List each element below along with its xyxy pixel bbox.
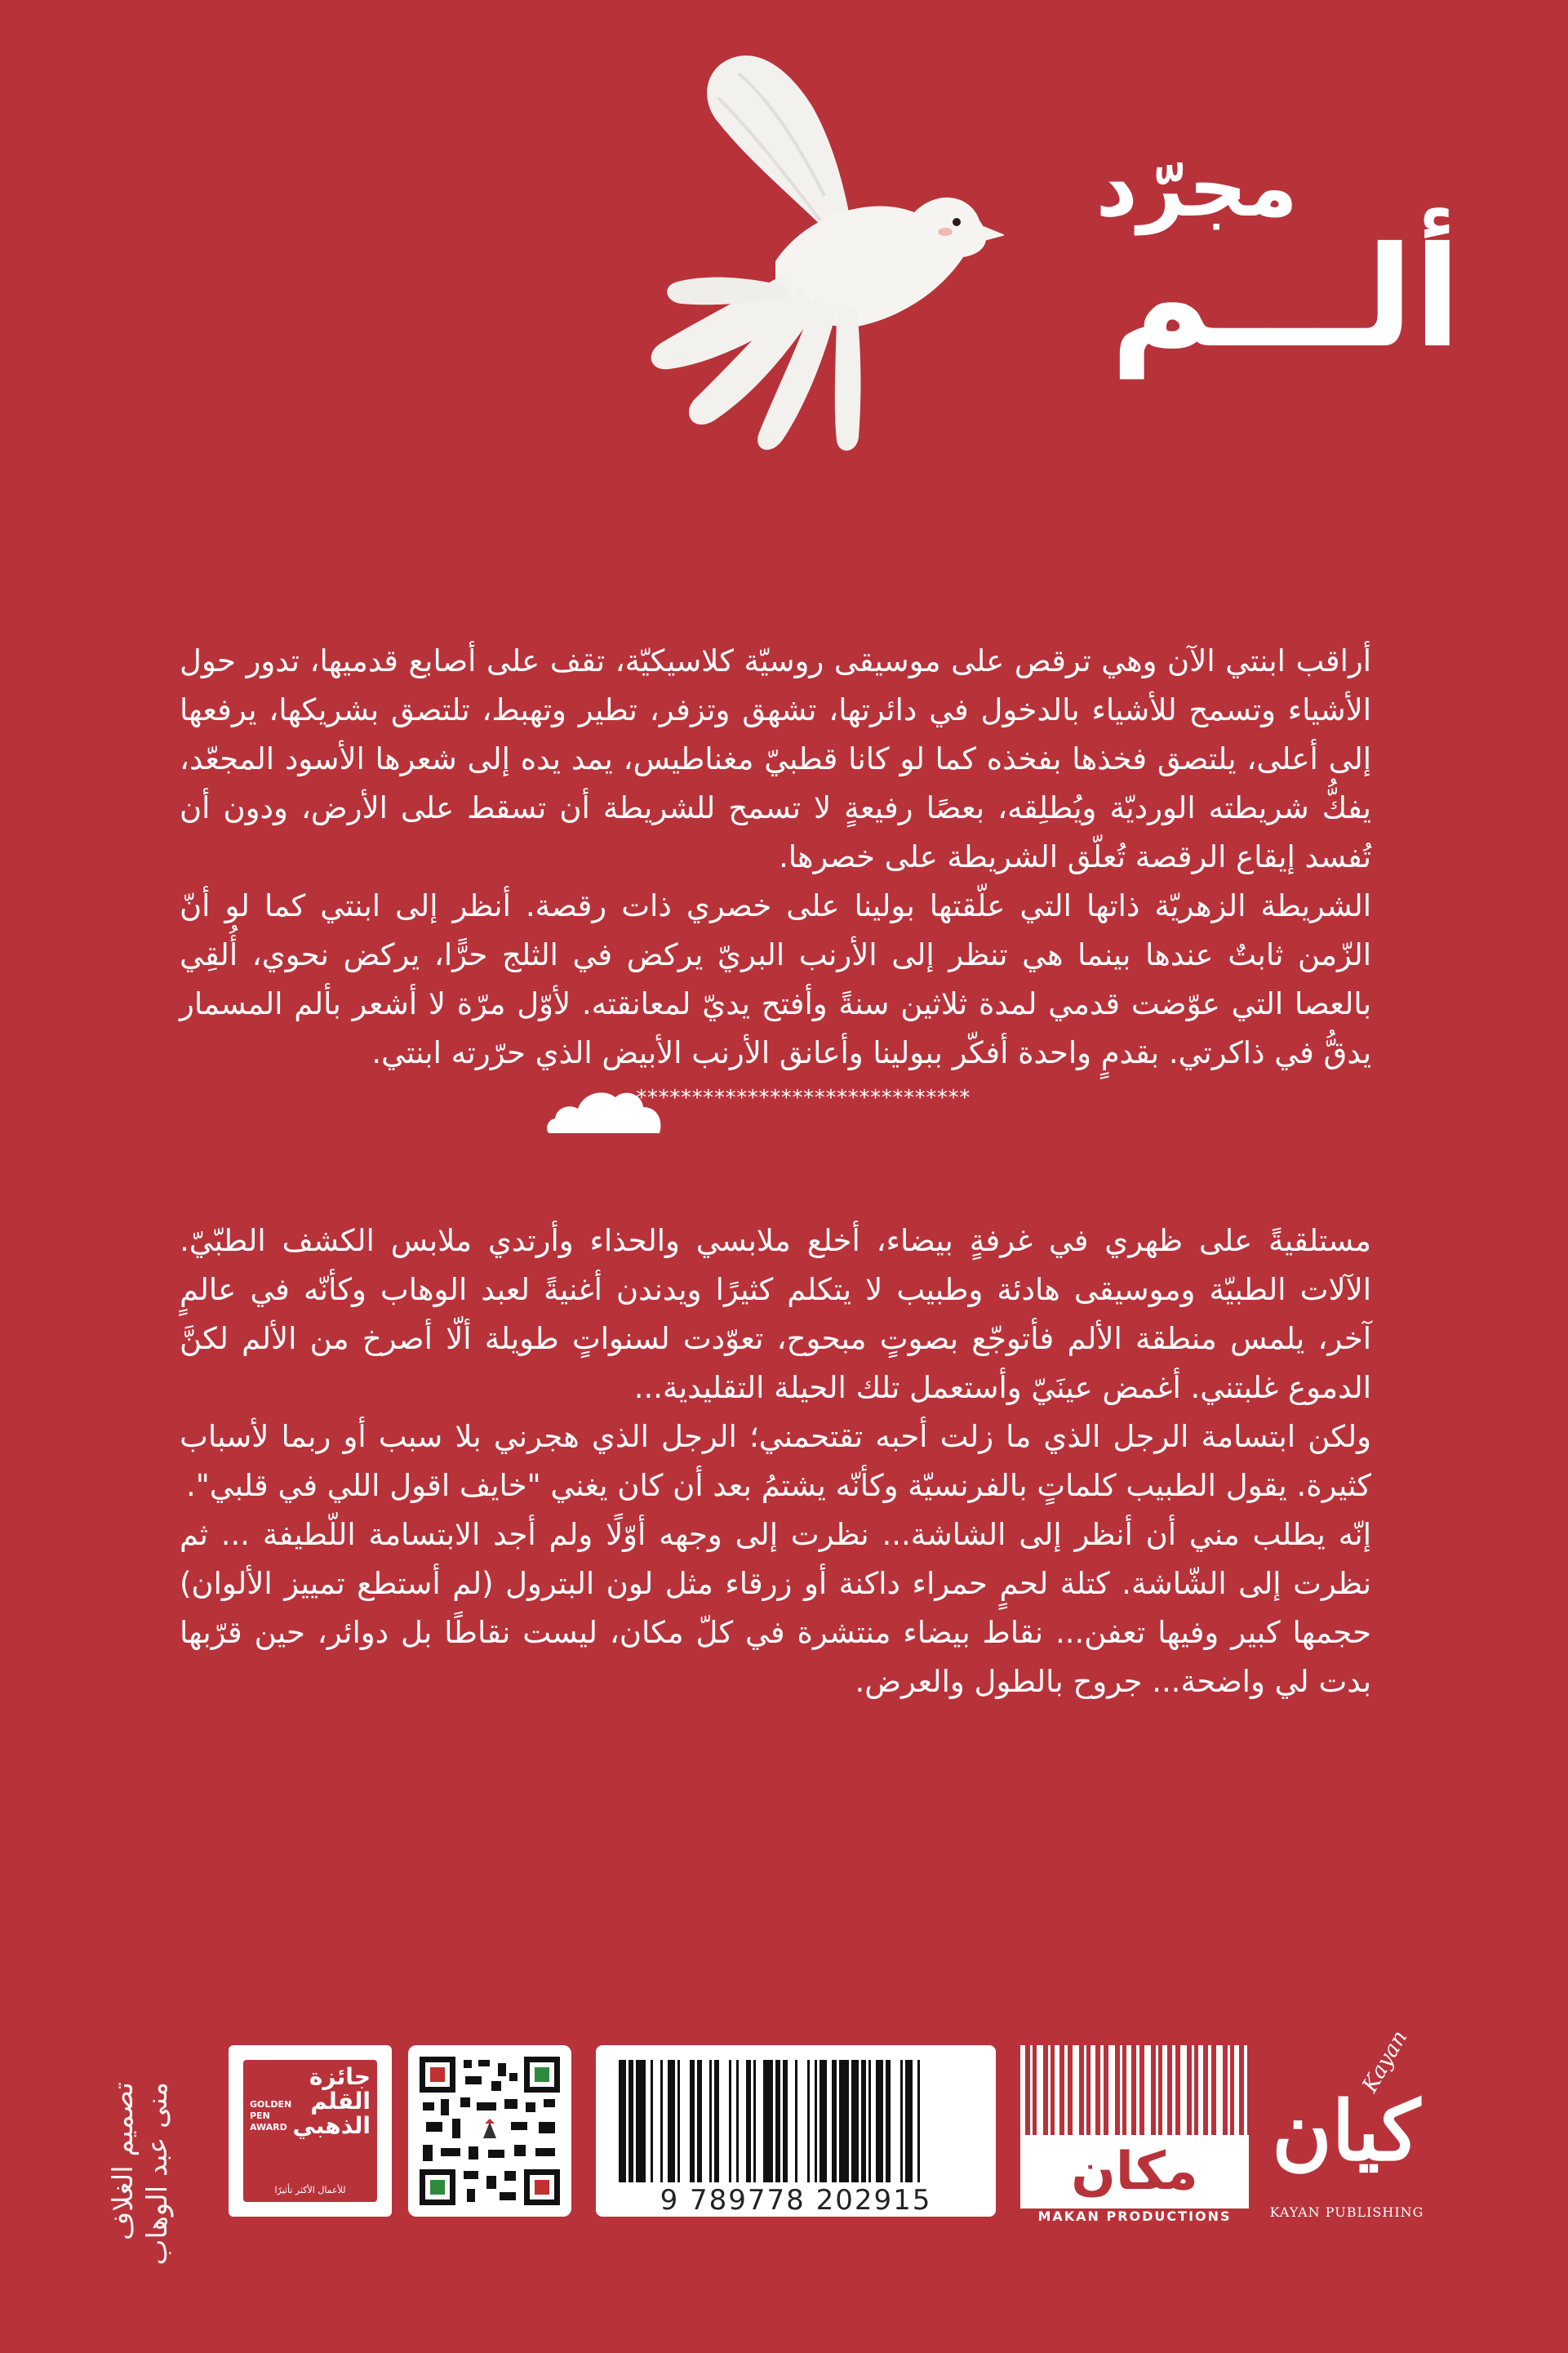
barcode-bar bbox=[677, 2060, 680, 2182]
makan-barcode-icon bbox=[1012, 2045, 1257, 2135]
award-english: GOLDEN PEN AWARD bbox=[250, 2099, 292, 2133]
barcode-bar bbox=[746, 2060, 751, 2182]
barcode-bar bbox=[876, 2060, 883, 2182]
barcode-bar bbox=[900, 2060, 903, 2182]
barcode-bar bbox=[729, 2060, 731, 2182]
paragraph: إنّه يطلب مني أن أنظر إلى الشاشة... نظرت إلى وجهه أوّلًا ولم أجد الابتسامة اللّطيفة ... ثم نظرت إلى الشّاشة. كتلة لحمٍ حمراء داكنة أو زرقاء مثل لون البترول (لم أستطع تمييز الألوان) حجمها كبير وفيها تعفن... نقاط بيضاء منتشرة في كلّ مكان، ليست نقاطًا بل دوائر، حين قرّبها بدت لي واضحة... جروح بالطول والعرض. bbox=[180, 1517, 1371, 1699]
blurb-section-2 bbox=[180, 1217, 1371, 1706]
makan-arabic-wordmark: مكان bbox=[1020, 2135, 1249, 2208]
barcode-bar bbox=[629, 2060, 633, 2182]
barcode-bar bbox=[775, 2060, 780, 2182]
paragraph: مستلقيةً على ظهري في غرفةٍ بيضاء، أخلع ملابسي والحذاء وأرتدي ملابس الكشف الطبّيّ. الآلات الطبيّة وموسيقى هادئة وطبيب لا يتكلم كثيرًا ويدندن أغنيةً لعبد الوهاب وكأنّه في عالمٍ آخر، يلمس منطقة الألم فأتوجّع بصوتٍ مبحوح، تعوّدت لسنواتٍ طويلة ألّا أصرخ من الألم لكنَّ الدموع غلبتني. أغمض عينَيّ وأستعمل تلك الحيلة التقليدية... bbox=[180, 1223, 1371, 1405]
barcode-bar bbox=[651, 2060, 653, 2182]
barcode-bar bbox=[886, 2060, 891, 2182]
barcode-bar bbox=[660, 2060, 663, 2182]
makan-label: MAKAN PRODUCTIONS bbox=[1037, 2208, 1232, 2224]
title-line-2: ألـــم bbox=[1110, 217, 1461, 379]
kayan-label: KAYAN PUBLISHING bbox=[1269, 2204, 1424, 2220]
barcode-bar bbox=[820, 2060, 827, 2182]
isbn-barcode bbox=[596, 2045, 996, 2217]
barcode-bar bbox=[690, 2060, 695, 2182]
barcode-bar bbox=[832, 2060, 837, 2182]
golden-pen-award-badge bbox=[229, 2045, 392, 2217]
barcode-bar bbox=[905, 2060, 913, 2182]
kayan-arabic-wordmark: كيان bbox=[1272, 2083, 1420, 2179]
award-tagline: للأعمال الأكثر تأثيرًا bbox=[274, 2185, 346, 2195]
barcode-bar bbox=[714, 2060, 719, 2182]
award-arabic: جائزة القلم الذهبي bbox=[292, 2063, 371, 2139]
isbn-number: 9 789778 202915 bbox=[660, 2184, 932, 2217]
blurb-section-1 bbox=[180, 637, 1371, 1078]
barcode-bar bbox=[807, 2060, 810, 2182]
section-separator bbox=[545, 1083, 1002, 1135]
kayan-script: Kayan bbox=[1357, 2026, 1413, 2097]
paragraph: أراقب ابنتي الآن وهي ترقص على موسيقى روسيّة كلاسيكيّة، تقف على أصابع قدميها، تدور حول الأشياء وتسمح للأشياء بالدخول في دائرتها، تشهق وتزفر، تطير وتهبط، تلتصق بشريكها، يرفعها إلى أعلى، يلتصق فخذها بفخذه كما لو كانا قطبيّ مغناطيس، يمد يده إلى شعرها الأسود المجعّد، يفكُّ شريطته الورديّة ويُطلِقه، بعصًا رفيعةٍ لا تسمح للشريطة أن تسقط على الأرض، ودون أن تُفسد إيقاع الرقصة تُعلّق الشريطة على خصرها. bbox=[180, 643, 1371, 874]
stars-divider: ****************************** bbox=[635, 1086, 970, 1110]
kayan-publishing-logo bbox=[1265, 2026, 1428, 2229]
title-line-1: مجرّد bbox=[1095, 140, 1298, 235]
barcode-bar bbox=[619, 2060, 626, 2182]
barcode-bar bbox=[851, 2060, 859, 2182]
white-dove-icon bbox=[629, 49, 1004, 457]
qr-code bbox=[408, 2045, 571, 2217]
barcode-bar bbox=[815, 2060, 817, 2182]
barcode-bar bbox=[709, 2060, 712, 2182]
barcode-bar bbox=[736, 2060, 739, 2182]
barcode-bar bbox=[783, 2060, 788, 2182]
barcode-bar bbox=[861, 2060, 866, 2182]
barcode-bar bbox=[795, 2060, 797, 2182]
cover-design-credit bbox=[33, 2082, 174, 2351]
makan-productions-logo bbox=[1012, 2045, 1257, 2225]
paragraph: الشريطة الزهريّة ذاتها التي علّقتها بولينا على خصري ذات رقصة. أنظر إلى ابنتي كما لو أنّ الزّمن ثابتٌ عندها بينما هي تنظر إلى الأرنب البريّ يركض في الثلج حرًّا، يركض نحوي، أُلقِي بالعصا التي عوّضت قدمي لمدة ثلاثين سنةً وأفتح يديّ لمعانقته. لأوّل مرّة لا أشعر بألم المسمار يدقُّ في ذاكرتي. بقدمٍ واحدة أفكّر ببولينا وأعانق الأرنب الأبيض الذي حرّرته ابنتي. bbox=[180, 888, 1371, 1070]
qr-code-icon bbox=[420, 2057, 560, 2205]
barcode-bar bbox=[697, 2060, 702, 2182]
barcode-bar bbox=[868, 2060, 871, 2182]
barcode-bar bbox=[668, 2060, 675, 2182]
barcode-bar bbox=[753, 2060, 756, 2182]
credit-text: تصميم الغلاف منى عبد الوهاب bbox=[107, 2082, 174, 2266]
barcode-icon bbox=[615, 2060, 976, 2182]
barcode-bar bbox=[917, 2060, 920, 2182]
barcode-bar bbox=[839, 2060, 849, 2182]
paragraph: ولكن ابتسامة الرجل الذي ما زلت أحبه تقتحمني؛ الرجل الذي هجرني بلا سبب أو ربما لأسباب كثيرة. يقول الطبيب كلماتٍ بالفرنسيّة وكأنّه يشتمُ بعد أن كان يغني "خايف اقول اللي في قلبي". bbox=[180, 1419, 1371, 1503]
barcode-bar bbox=[763, 2060, 773, 2182]
barcode-bar bbox=[636, 2060, 646, 2182]
book-title bbox=[1012, 140, 1486, 392]
